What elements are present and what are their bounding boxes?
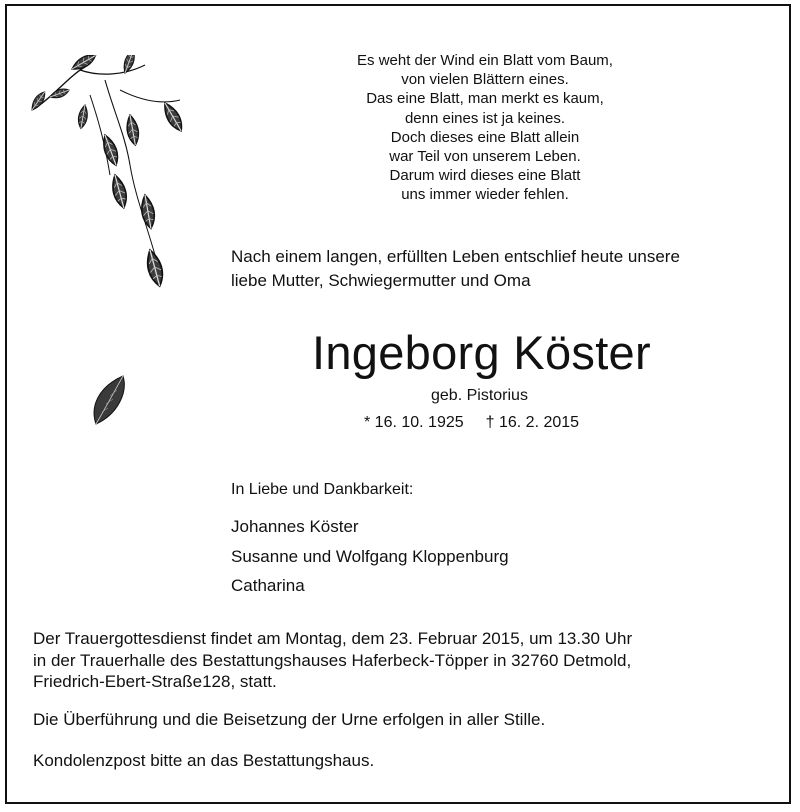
poem-line: denn eines ist ja keines. bbox=[404, 109, 566, 127]
poem-line: Das eine Blatt, man merkt es kaum, bbox=[366, 90, 604, 108]
intro-line: liebe Mutter, Schwiegermutter und Oma bbox=[231, 271, 531, 290]
maiden-name: geb. Pistorius bbox=[431, 387, 528, 404]
poem-line: uns immer wieder fehlen. bbox=[401, 186, 569, 204]
burial-info: Die Überführung und die Beisetzung der Urne erfolgen in aller Stille. bbox=[33, 710, 546, 729]
mourner-name: Catharina bbox=[231, 576, 305, 595]
service-line: in der Trauerhalle des Bestattungshauses Haferbeck-Töpper in 32760 Detmold, bbox=[33, 650, 632, 670]
mourners-heading: In Liebe und Dankbarkeit: bbox=[231, 481, 414, 498]
poem-line: Doch dieses eine Blatt allein bbox=[390, 128, 580, 146]
poem-line: war Teil von unserem Leben. bbox=[389, 148, 581, 166]
poem-line: von vielen Blättern eines. bbox=[401, 71, 569, 89]
service-line: Der Trauergottesdienst findet am Montag, dem 23. Februar 2015, um 13.30 Uhr bbox=[33, 629, 633, 648]
intro-line: Nach einem langen, erfüllten Leben entschlief heute unsere bbox=[231, 247, 680, 266]
birch-branch-icon bbox=[30, 55, 195, 300]
deceased-name: Ingeborg Köster bbox=[312, 326, 651, 379]
poem-line: Darum wird dieses eine Blatt bbox=[389, 167, 581, 185]
condolence-info: Kondolenzpost bitte an das Bestattungshaus. bbox=[33, 751, 375, 770]
death-date: † 16. 2. 2015 bbox=[485, 414, 580, 431]
birth-date: * 16. 10. 1925 bbox=[364, 414, 464, 431]
poem-line: Es weht der Wind ein Blatt vom Baum, bbox=[357, 52, 613, 69]
poem bbox=[330, 51, 640, 205]
falling-leaf-icon bbox=[88, 372, 133, 427]
mourner-name: Johannes Köster bbox=[231, 517, 359, 536]
mourner-name: Susanne und Wolfgang Kloppenburg bbox=[231, 546, 509, 566]
mourners-list bbox=[231, 512, 509, 601]
life-dates bbox=[364, 414, 579, 432]
service-line: Friedrich-Ebert-Straße128, statt. bbox=[33, 672, 277, 691]
service-info bbox=[33, 628, 632, 693]
intro-text bbox=[231, 245, 680, 293]
